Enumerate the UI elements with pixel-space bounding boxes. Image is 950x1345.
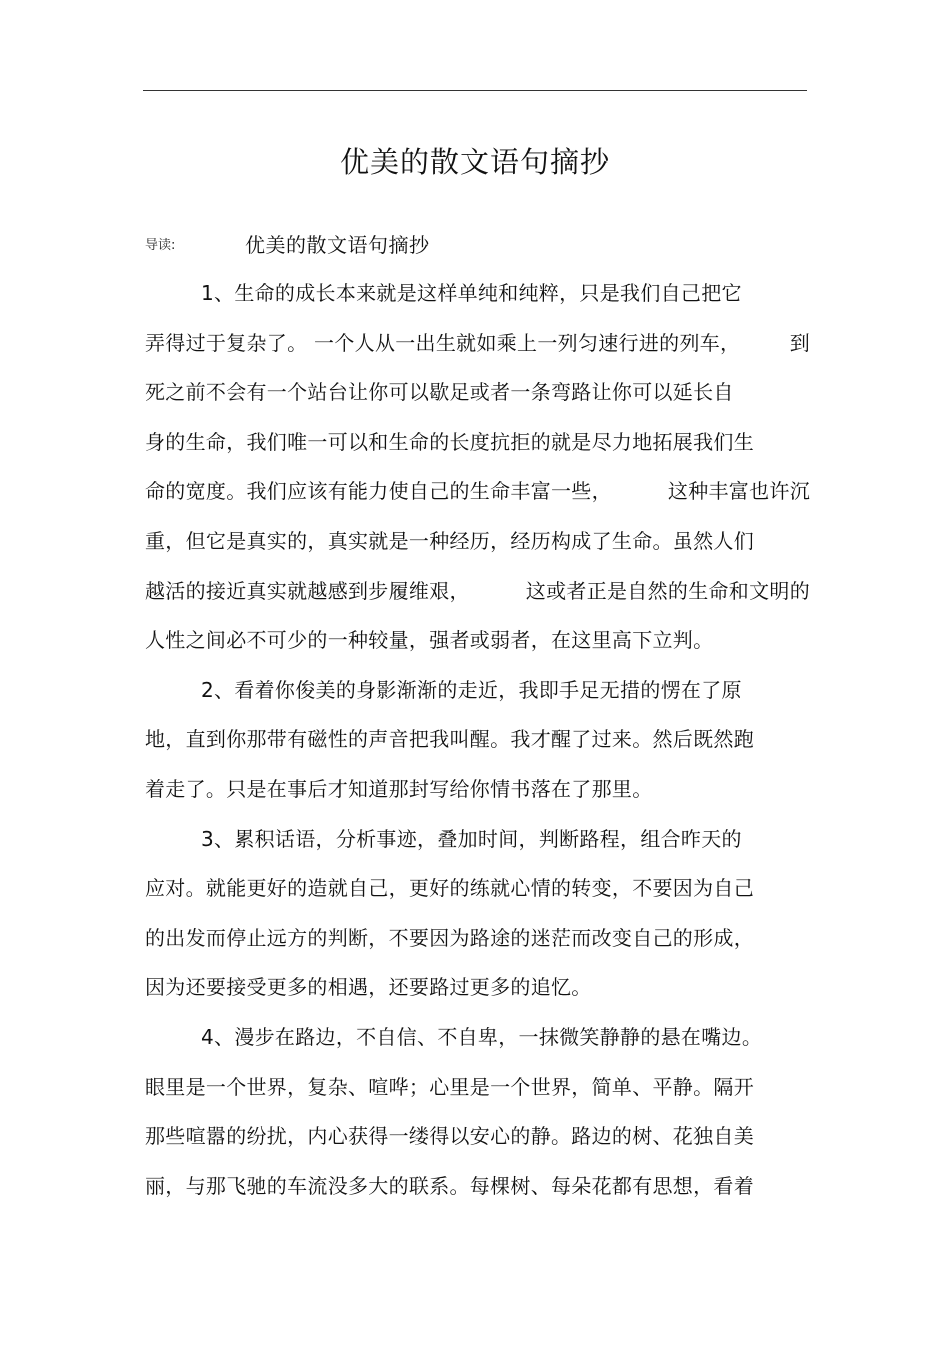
paragraph-3-line-3: 的出发而停止远方的判断，不要因为路途的迷茫而改变自己的形成， xyxy=(145,925,754,950)
line-7-tail: 这或者正是自然的生命和文明的 xyxy=(525,578,810,603)
header-rule xyxy=(143,90,807,91)
paragraph-1-line-7 xyxy=(145,567,810,617)
paragraph-1-line-1: 1、生命的成长本来就是这样单纯和纯粹，只是我们自己把它 xyxy=(201,281,742,305)
paragraph-1-line-5 xyxy=(145,467,810,517)
line-5-text: 命的宽度。我们应该有能力使自己的生命丰富一些， xyxy=(145,479,612,504)
line-2-tail: 到 xyxy=(789,330,810,355)
paragraph-3-line-1: 3、累积话语，分析事迹，叠加时间，判断路程，组合昨天的 xyxy=(201,826,742,851)
line-2-text: 弄得过于复杂了。 一个人从一出生就如乘上一列匀速行进的列车， xyxy=(145,330,741,355)
line-5-tail: 这种丰富也许沉 xyxy=(667,479,810,504)
paragraph-4-line-2: 眼里是一个世界，复杂、喧哗；心里是一个世界，简单、平静。隔开 xyxy=(145,1074,754,1099)
line-7-text: 越活的接近真实就越感到步履维艰， xyxy=(145,578,470,603)
paragraph-4-line-1: 4、漫步在路边，不自信、不自卑，一抹微笑静静的悬在嘴边。 xyxy=(201,1024,763,1049)
intro-row xyxy=(145,226,430,260)
paragraph-1-line-3: 死之前不会有一个站台让你可以歇足或者一条弯路让你可以延长自 xyxy=(145,380,734,405)
paragraph-1-line-4: 身的生命，我们唯一可以和生命的长度抗拒的就是尽力地拓展我们生 xyxy=(145,429,754,454)
paragraph-4-line-4: 丽，与那飞驰的车流没多大的联系。每棵树、每朵花都有思想，看着 xyxy=(145,1173,754,1198)
paragraph-2-line-2: 地，直到你那带有磁性的声音把我叫醒。我才醒了过来。然后既然跑 xyxy=(145,727,754,752)
document-title: 优美的散文语句摘抄 xyxy=(339,145,610,179)
intro-text: 优美的散文语句摘抄 xyxy=(245,232,430,257)
intro-label: 导读: xyxy=(145,237,176,253)
paragraph-4-line-3: 那些喧嚣的纷扰，内心获得一缕得以安心的静。路边的树、花独自美 xyxy=(145,1124,754,1149)
paragraph-2-line-3: 着走了。只是在事后才知道那封写给你情书落在了那里。 xyxy=(145,776,653,801)
body-text xyxy=(145,269,810,1211)
paragraph-1-line-2 xyxy=(145,319,810,369)
paragraph-2-line-1: 2、看着你俊美的身影渐渐的走近，我即手足无措的愣在了原 xyxy=(201,677,742,702)
paragraph-3-line-2: 应对。就能更好的造就自己，更好的练就心情的转变，不要因为自己 xyxy=(145,876,754,901)
paragraph-1-line-8: 人性之间必不可少的一种较量，强者或弱者，在这里高下立判。 xyxy=(145,628,714,653)
paragraph-3-line-4: 因为还要接受更多的相遇，还要路过更多的追忆。 xyxy=(145,975,592,1000)
paragraph-1-line-6: 重，但它是真实的，真实就是一种经历，经历构成了生命。虽然人们 xyxy=(145,528,754,553)
